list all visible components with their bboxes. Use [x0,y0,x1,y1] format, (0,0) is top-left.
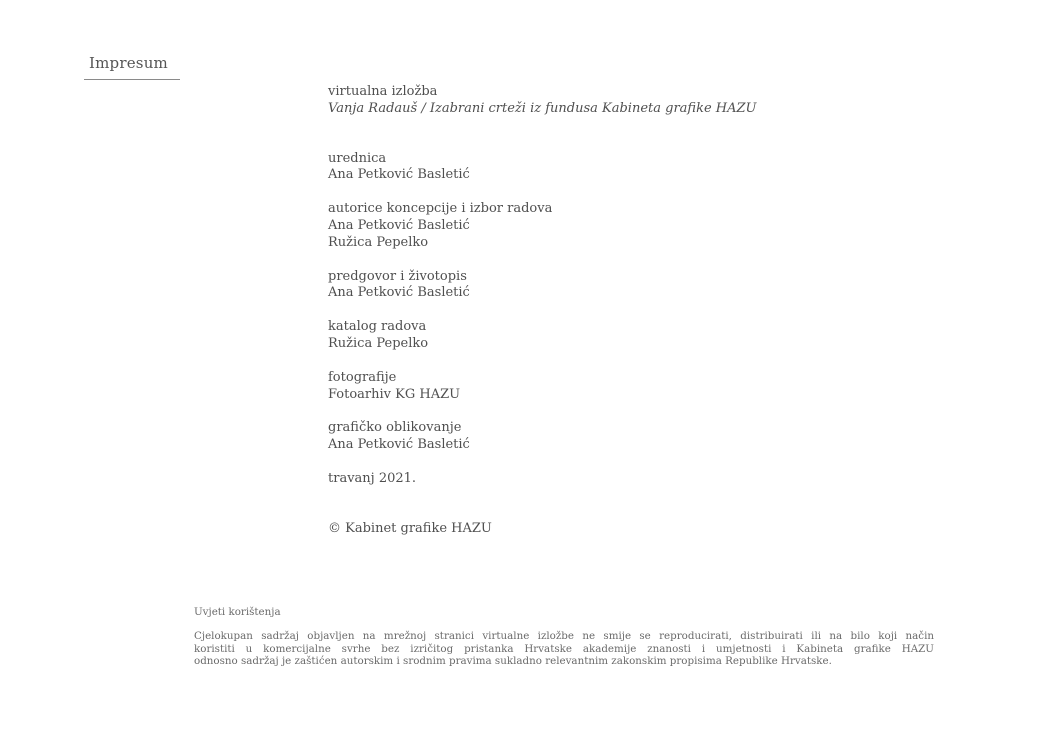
credit-name: Ana Petković Basletić [328,437,470,453]
credit-role-editor: urednica [328,150,387,166]
credit-name: Ana Petković Basletić [328,167,470,183]
exhibition-title: Vanja Radauš / Izabrani crteži iz fundusa Kabineta grafike HAZU [328,100,757,116]
terms-line: koristiti u komercijalne svrhe bez izričitog pristanka Hrvatske akademije znanosti i umjetnosti i Kabineta grafike HAZU [194,642,934,655]
credit-role-concept: autorice koncepcije i izbor radova [328,201,553,217]
publication-date: travanj 2021. [328,470,417,486]
terms-line: Cjelokupan sadržaj objavljen na mrežnoj stranici virtualne izložbe ne smije se reproducirati, distribuirati ili na bilo koji način [194,630,934,643]
impresum-heading-underline [84,79,180,80]
credit-name: Ana Petković Basletić [328,285,470,301]
credit-role-photography: fotografije [328,369,397,385]
terms-title: Uvjeti korištenja [194,606,281,618]
credits-block [328,84,848,538]
credit-name: Ana Petković Basletić [328,217,470,233]
credit-name: Ružica Pepelko [328,234,429,250]
credit-role-catalogue: katalog radova [328,319,427,335]
copyright-notice: © Kabinet grafike HAZU [328,520,492,536]
exhibition-label: virtualna izložba [328,84,438,99]
credit-role-foreword: predgovor i životopis [328,268,467,284]
impresum-heading: Impresum [89,54,168,72]
credit-role-design: grafičko oblikovanje [328,420,462,436]
credit-name: Fotoarhiv KG HAZU [328,386,461,402]
terms-line: odnosno sadržaj je zaštićen autorskim i srodnim pravima sukladno relevantnim zakonskim propisima Republike Hrvatske. [194,655,832,668]
credit-name: Ružica Pepelko [328,335,429,351]
terms-body [194,630,934,667]
terms-of-use [194,606,934,668]
